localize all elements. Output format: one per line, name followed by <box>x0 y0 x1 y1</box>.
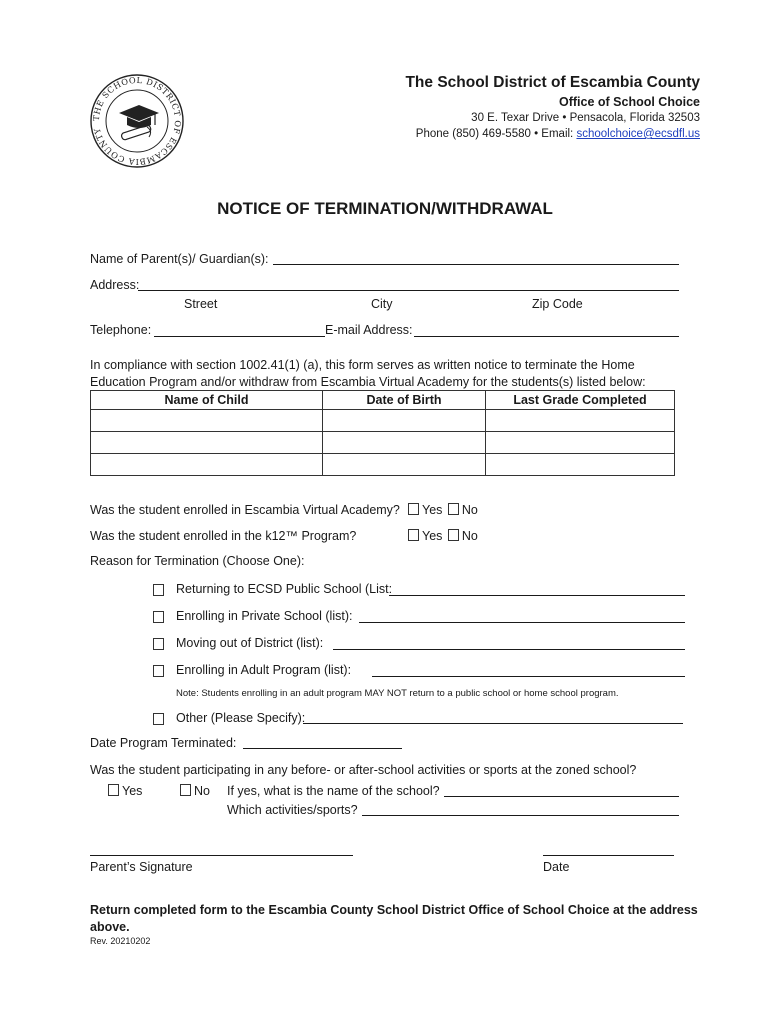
district-seal-logo <box>89 73 185 169</box>
reason-ecsd-field[interactable] <box>389 595 685 596</box>
adult-program-note: Note: Students enrolling in an adult program MAY NOT return to a public school or home school program. <box>176 688 619 699</box>
reason-other-label: Other (Please Specify): <box>176 711 306 725</box>
address-field[interactable] <box>138 290 679 291</box>
phone-text: Phone (850) 469-5580 • Email: <box>415 128 577 140</box>
table-header-row <box>91 391 675 410</box>
compliance-line-1: In compliance with section 1002.41(1) (a), this form serves as written notice to terminate the Home <box>90 358 635 372</box>
return-instructions-line-2: above. <box>90 920 130 934</box>
activities-sports-label: Which activities/sports? <box>227 803 358 817</box>
eva-yes-checkbox[interactable] <box>408 503 419 515</box>
parent-signature-line[interactable] <box>90 855 353 856</box>
reason-private-label: Enrolling in Private School (list): <box>176 609 353 623</box>
email-link[interactable]: schoolchoice@ecsdfl.us <box>576 128 700 140</box>
eva-no-checkbox[interactable] <box>448 503 459 515</box>
activities-question: Was the student participating in any before- or after-school activities or sports at the zoned school? <box>90 763 637 777</box>
reason-adult-field[interactable] <box>372 676 685 677</box>
table-row <box>91 410 675 432</box>
reason-adult-checkbox[interactable] <box>153 665 164 677</box>
telephone-label: Telephone: <box>90 323 152 337</box>
date-terminated-label: Date Program Terminated: <box>90 736 237 750</box>
address-label: Address: <box>90 278 140 292</box>
activities-sports-field[interactable] <box>362 815 679 816</box>
reason-heading: Reason for Termination (Choose One): <box>90 554 305 568</box>
reason-private-field[interactable] <box>359 622 685 623</box>
reason-moving-checkbox[interactable] <box>153 638 164 650</box>
header-last-grade: Last Grade Completed <box>486 391 675 410</box>
return-instructions-line-1: Return completed form to the Escambia County School District Office of School Choice at the address <box>90 903 698 917</box>
eva-options <box>408 503 478 517</box>
revision-number: Rev. 20210202 <box>90 936 151 946</box>
district-name: The School District of Escambia County <box>405 74 700 91</box>
telephone-field[interactable] <box>154 336 325 337</box>
activities-yes-label: Yes <box>122 784 143 798</box>
activities-no-option <box>180 784 210 798</box>
k12-yes-checkbox[interactable] <box>408 529 419 541</box>
child-dob-cell[interactable] <box>323 432 486 454</box>
svg-text:THE SCHOOL DISTRICT OF ESCAMBI: THE SCHOOL DISTRICT OF ESCAMBIA COUNTY <box>90 74 184 168</box>
table-row <box>91 432 675 454</box>
k12-options <box>408 529 478 543</box>
child-name-cell[interactable] <box>91 454 323 476</box>
office-contact <box>416 128 700 140</box>
signature-date-label: Date <box>543 860 570 874</box>
activities-yes-checkbox[interactable] <box>108 784 119 796</box>
eva-question: Was the student enrolled in Escambia Virtual Academy? <box>90 503 400 517</box>
k12-question: Was the student enrolled in the k12™ Program? <box>90 529 357 543</box>
child-grade-cell[interactable] <box>486 454 675 476</box>
child-dob-cell[interactable] <box>323 454 486 476</box>
activities-no-checkbox[interactable] <box>180 784 191 796</box>
signature-date-line[interactable] <box>543 855 674 856</box>
office-address: 30 E. Texar Drive • Pensacola, Florida 32503 <box>471 112 700 124</box>
child-grade-cell[interactable] <box>486 410 675 432</box>
k12-no-checkbox[interactable] <box>448 529 459 541</box>
activities-yes-option <box>108 784 142 798</box>
school-name-label: If yes, what is the name of the school? <box>227 784 440 798</box>
eva-yes-label: Yes <box>422 503 443 517</box>
date-terminated-field[interactable] <box>243 748 402 749</box>
compliance-line-2: Education Program and/or withdraw from Escambia Virtual Academy for the students(s) listed below: <box>90 375 646 389</box>
reason-adult-label: Enrolling in Adult Program (list): <box>176 663 352 677</box>
children-table <box>90 390 675 476</box>
eva-no-label: No <box>461 503 478 517</box>
child-dob-cell[interactable] <box>323 410 486 432</box>
reason-private-checkbox[interactable] <box>153 611 164 623</box>
activities-no-label: No <box>194 784 210 798</box>
reason-ecsd-label: Returning to ECSD Public School (List: <box>176 582 393 596</box>
k12-no-label: No <box>461 529 478 543</box>
zip-caption: Zip Code <box>532 297 583 311</box>
k12-yes-label: Yes <box>422 529 443 543</box>
reason-moving-label: Moving out of District (list): <box>176 636 324 650</box>
table-row <box>91 454 675 476</box>
header-name-of-child: Name of Child <box>91 391 323 410</box>
street-caption: Street <box>184 297 218 311</box>
reason-other-checkbox[interactable] <box>153 713 164 725</box>
parent-name-field[interactable] <box>273 264 679 265</box>
child-grade-cell[interactable] <box>486 432 675 454</box>
school-name-field[interactable] <box>444 796 679 797</box>
parent-name-label: Name of Parent(s)/ Guardian(s): <box>90 252 269 266</box>
child-name-cell[interactable] <box>91 432 323 454</box>
reason-moving-field[interactable] <box>333 649 685 650</box>
header-date-of-birth: Date of Birth <box>323 391 486 410</box>
form-title: NOTICE OF TERMINATION/WITHDRAWAL <box>217 199 553 218</box>
reason-ecsd-checkbox[interactable] <box>153 584 164 596</box>
city-caption: City <box>371 297 393 311</box>
email-label: E-mail Address: <box>325 323 413 337</box>
child-name-cell[interactable] <box>91 410 323 432</box>
parent-signature-label: Parent’s Signature <box>90 860 193 874</box>
email-field[interactable] <box>414 336 679 337</box>
office-name: Office of School Choice <box>559 95 700 109</box>
reason-other-field[interactable] <box>303 723 683 724</box>
